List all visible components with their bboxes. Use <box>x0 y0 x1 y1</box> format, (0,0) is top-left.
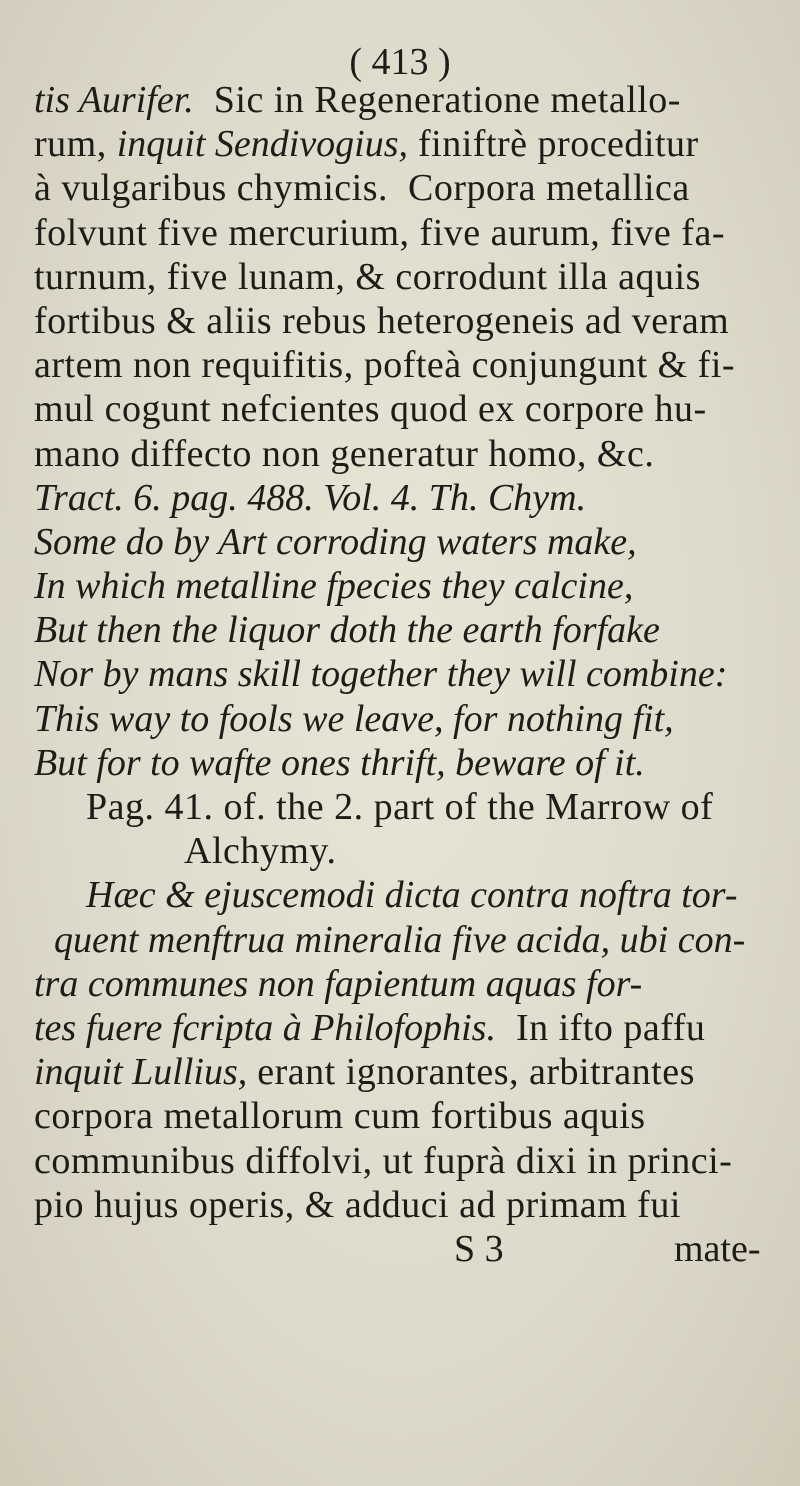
text-line <box>34 918 794 962</box>
page-footer <box>34 1227 794 1271</box>
text-line <box>34 299 794 343</box>
text-line <box>34 697 794 741</box>
roman-text: rum, <box>34 123 117 166</box>
text-line <box>34 829 794 873</box>
roman-text: mano diffecto non generatur homo, &c. <box>34 432 655 475</box>
roman-text: communibus diffolvi, ut fuprà dixi in princi- <box>34 1139 733 1182</box>
roman-text: folvunt five mercurium, five aurum, five fa- <box>34 211 725 254</box>
text-line <box>34 476 794 520</box>
italic-text: Some do by Art corroding waters make, <box>34 520 637 563</box>
italic-text: tis Aurifer. <box>34 79 194 121</box>
roman-text: Pag. 41. of. the 2. part of the Marrow of <box>86 786 714 828</box>
italic-text: Nor by mans skill together they will combine: <box>34 653 728 696</box>
roman-text: finiftrè proceditur <box>408 123 699 166</box>
roman-text: erant ignorantes, arbitrantes <box>247 1051 695 1094</box>
page-number: ( 413 ) <box>349 41 451 83</box>
roman-text: turnum, five lunam, & corrodunt illa aquis <box>34 255 701 298</box>
text-line <box>34 785 794 829</box>
roman-text: à vulgaribus chymicis. Corpora metallica <box>34 167 690 210</box>
text-line <box>34 1183 794 1227</box>
italic-text: Hæc & ejuscemodi dicta contra noftra tor- <box>86 874 738 917</box>
italic-text: But then the liquor doth the earth forfake <box>34 609 660 652</box>
text-line <box>34 166 794 210</box>
roman-text: pio hujus operis, & adduci ad primam fui <box>34 1183 681 1226</box>
text-line <box>34 520 794 564</box>
catchword: mate- <box>674 1227 761 1270</box>
text-line <box>34 608 794 652</box>
italic-text: But for to wafte ones thrift, beware of it. <box>34 741 645 784</box>
body-text <box>34 78 794 1271</box>
roman-text: mul cogunt nefcientes quod ex corpore hu- <box>34 388 707 431</box>
text-line <box>34 432 794 476</box>
text-line <box>34 1139 794 1183</box>
text-line <box>34 343 794 387</box>
text-line <box>34 78 794 122</box>
text-line <box>34 1094 794 1138</box>
italic-text: tes fuere fcripta à Philofophis. <box>34 1006 496 1049</box>
roman-text: corpora metallorum cum fortibus aquis <box>34 1095 646 1138</box>
roman-text: Sic in Regeneratione metallo- <box>193 79 681 121</box>
italic-text: Tract. 6. pag. 488. Vol. 4. Th. Chym. <box>34 476 587 519</box>
italic-text: inquit Sendivogius, <box>116 123 409 166</box>
italic-text: quent menftrua mineralia five acida, ubi con- <box>54 918 746 961</box>
text-line <box>34 652 794 696</box>
italic-text: This way to fools we leave, for nothing fit, <box>34 697 674 740</box>
signature-mark: S 3 <box>454 1227 504 1270</box>
italic-text: inquit Lullius, <box>34 1051 248 1094</box>
text-line <box>34 255 794 299</box>
italic-text: In which metalline fpecies they calcine, <box>34 565 634 608</box>
text-line <box>34 873 794 917</box>
text-line <box>34 387 794 431</box>
roman-text: artem non requifitis, pofteà conjungunt & fi- <box>34 344 736 387</box>
text-line <box>34 962 794 1006</box>
text-line <box>34 122 794 166</box>
roman-text: Alchymy. <box>184 830 337 873</box>
roman-text: In ifto paffu <box>495 1006 706 1049</box>
text-line <box>34 211 794 255</box>
text-line <box>34 741 794 785</box>
italic-text: tra communes non fapientum aquas for- <box>34 962 643 1005</box>
text-line <box>34 564 794 608</box>
text-line <box>34 1006 794 1050</box>
text-line <box>34 1050 794 1094</box>
roman-text: fortibus & aliis rebus heterogeneis ad veram <box>34 299 730 342</box>
